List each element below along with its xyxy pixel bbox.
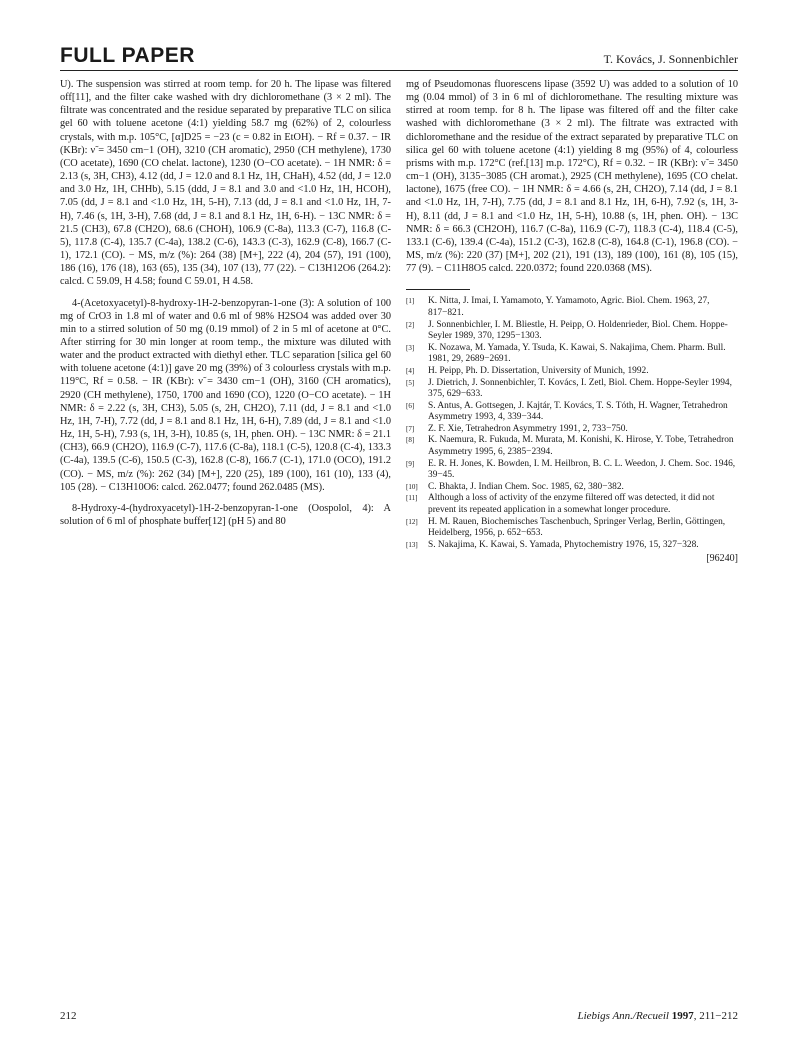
reference-number: [10] — [406, 482, 418, 491]
reference-number: [12] — [406, 517, 418, 526]
left-column — [60, 78, 391, 536]
reference-number: [13] — [406, 540, 418, 549]
reference-item — [406, 401, 738, 424]
section-title: FULL PAPER — [60, 44, 195, 67]
reference-text: H. Peipp, Ph. D. Dissertation, University of Munich, 1992. — [428, 365, 649, 376]
reference-number: [4] — [406, 366, 415, 375]
reference-text: H. M. Rauen, Biochemisches Taschenbuch, Springer Verlag, Berlin, Göttingen, Heidelberg, 1956, p. 652−653. — [428, 516, 726, 539]
journal-citation — [578, 1010, 739, 1022]
reference-list — [406, 296, 738, 565]
reference-item — [406, 320, 738, 343]
references-divider — [406, 289, 470, 290]
journal-year: 1997 — [671, 1010, 694, 1022]
reference-text: E. R. H. Jones, K. Bowden, I. M. Heilbron, B. C. L. Weedon, J. Chem. Soc. 1946, 39−45. — [428, 458, 736, 481]
reference-number: [3] — [406, 343, 415, 352]
reference-number: [9] — [406, 459, 415, 468]
reference-item — [406, 424, 738, 436]
journal-name: Liebigs Ann./Recueil — [577, 1010, 669, 1022]
paragraph-compound-4-start: 8-Hydroxy-4-(hydroxyacetyl)-1H-2-benzopyran-1-one (Oospolol, 4): A solution of 6 ml of phosphate buffer[12] (pH 5) and 80 — [60, 502, 391, 527]
reference-text: K. Naemura, R. Fukuda, M. Murata, M. Konishi, K. Hirose, Y. Tobe, Tetrahedron Asymmetry 1995, 6, 2385−2394. — [428, 435, 734, 458]
reference-item — [406, 493, 738, 516]
reference-item — [406, 366, 738, 378]
paragraph-compound-4-cont: mg of Pseudomonas fluorescens lipase (3592 U) was added to a solution of 10 mg (0.04 mmol) of 3 in 6 ml of dichloromethane. The resulting mixture was stirred at room temp. for 8 h. The lipase was filtered off and the filter cake washed with dichloromethane (3 × 2 ml). The filtrate was extracted with dichloromethane and the residue of the extract separated by preparative TLC on silica gel 60 with toluene acetone (4:1) yielding 8 mg (95%) of 4, colourless prisms with m.p. 172°C (ref.[13] m.p. 172°C), Rf = 0.32. − IR (KBr): ν̃ = 3450 cm−1 (OH), 3135−3085 (CH aromat.), 2925 (CH methylene), 1695 (CO chelat. lactone), 1675 (free CO). − 1H NMR: δ = 4.66 (s, 2H, CH2O), 7.14 (dd, J = 8.1 and <1.0 Hz, 1H, 7-H), 7.75 (dd, J = 8.1 and 8.1 Hz, 1H, 6-H), 7.92 (s, 1H, 3-H), 8.11 (dd, J = 8.1 and <1.0 Hz, 1H, 5-H), 10.88 (s, 1H, phen. OH). − 13C NMR: δ = 66.3 (CH2OH), 116.7 (C-8a), 116.9 (C-7), 118.3 (C-4), 118.4 (C-5), 133.1 (C-6), 139.4 (C-4a), 151.2 (C-3), 162.8 (C-8), 164.8 (C-1), 196.8 (CO). − MS, m/z (%): 220 (37) [M+], 202 (21), 191 (13), 189 (100), 161 (8), 105 (15), 77 (9). − C11H8O5 calcd. 220.0372; found 220.0368 (MS). — [406, 79, 738, 275]
reference-text: Z. F. Xie, Tetrahedron Asymmetry 1991, 2, 733−750. — [428, 423, 628, 434]
reference-item — [406, 540, 738, 552]
reference-item — [406, 343, 738, 366]
reference-text: K. Nozawa, M. Yamada, Y. Tsuda, K. Kawai, S. Nakajima, Chem. Pharm. Bull. 1981, 29, 2689−2691. — [428, 342, 726, 365]
reference-text: J. Sonnenbichler, I. M. Bliestle, H. Peipp, O. Holdenrieder, Biol. Chem. Hoppe-Seyler 1989, 370, 1295−1303. — [428, 319, 728, 342]
running-head-authors: T. Kovács, J. Sonnenbichler — [603, 52, 738, 66]
reference-item — [406, 435, 738, 458]
reference-text: Although a loss of activity of the enzyme filtered off was detected, it did not prevent its repeated application in a somewhat longer procedure. — [428, 493, 715, 516]
reference-text: C. Bhakta, J. Indian Chem. Soc. 1985, 62, 380−382. — [428, 481, 624, 492]
reference-number: [5] — [406, 378, 415, 387]
reference-text: S. Nakajima, K. Kawai, S. Yamada, Phytochemistry 1976, 15, 327−328. — [428, 539, 699, 550]
page-footer — [60, 1010, 738, 1026]
paragraph-compound-2: U). The suspension was stirred at room temp. for 20 h. The lipase was filtered off[11], and the filter cake washed with dry dichloromethane (3 × 2 ml). The filtrate was concentrated and the residue separated by preparative TLC on silica gel 60 with toluene acetone (4:1) yielding 58.7 mg (62%) of 2, colourless crystals, with m.p. 105°C, [α]D25 = −23 (c = 0.82 in EtOH). − Rf = 0.37. − IR (KBr): ν̃ = 3450 cm−1 (OH), 3210 (CH aromatic), 2950 (CH methylene), 1730 (CO acetate), 1690 (CO chelat. lactone), 1230 (O−CO acetate). − 1H NMR: δ = 2.13 (s, 3H, CH3), 4.12 (dd, J = 12.0 and 8.1 Hz, 1H, CHaH), 4.52 (dd, J = 12.0 and 3.0 Hz, 1H, CHHb), 5.15 (ddd, J = 8.1 and 3.0 and <1.0 Hz, 1H, HCOH), 7.05 (dd, J = 8.1 and <1.0 Hz, 1H, 5-H), 7.13 (dd, J = 8.1 and <1.0 Hz, 1H, 7-H), 7.46 (s, 1H, 3-H), 7.68 (dd, J = 8.1 and 8.1 Hz, 1H, 6-H). − 13C NMR: δ = 21.5 (CH3), 67.8 (CH2O), 68.6 (CHOH), 106.9 (C-8a), 113.3 (C-7), 116.8 (C-5), 117.8 (C-4), 135.7 (C-4a), 138.2 (C-6), 143.3 (C-3), 162.9 (C-8), 166.7 (C-1), 172.1 (CO). − MS, m/z (%): 264 (38) [M+], 222 (4), 204 (57), 191 (100), 186 (16), 176 (18), 163 (65), 135 (34), 107 (13), 77 (22). − C13H12O6 (264.2): calcd. C 59.09, H 4.58; found C 59.01, H 4.58. — [60, 79, 391, 288]
reference-item — [406, 459, 738, 482]
reference-number: [6] — [406, 401, 415, 410]
page-number: 212 — [60, 1010, 77, 1022]
reference-text: J. Dietrich, J. Sonnenbichler, T. Kovács, I. Zetl, Biol. Chem. Hoppe-Seyler 1994, 375, 629−633. — [428, 377, 732, 400]
page-header — [60, 44, 738, 71]
reference-text: S. Antus, A. Gottsegen, J. Kajtár, T. Kovács, T. S. Tóth, H. Wagner, Tetrahedron Asymmetry 1993, 4, 339−344. — [428, 400, 728, 423]
reference-number: [8] — [406, 436, 415, 445]
reference-text: K. Nitta, J. Imai, I. Yamamoto, Y. Yamamoto, Agric. Biol. Chem. 1963, 27, 817−821. — [428, 296, 710, 318]
reference-item — [406, 296, 738, 319]
reference-item — [406, 517, 738, 540]
reference-item — [406, 378, 738, 401]
right-column — [406, 78, 738, 565]
reference-number: [2] — [406, 320, 415, 329]
reference-item — [406, 482, 738, 494]
paragraph-compound-3: 4-(Acetoxyacetyl)-8-hydroxy-1H-2-benzopyran-1-one (3): A solution of 100 mg of CrO3 in 1.8 ml of water and 0.6 ml of 98% H2SO4 was added over 30 min to a stirred solution of 50 mg (0.19 mmol) of 2 in 5 ml of acetone at 0°C. After stirring for 30 min longer at room temp., the mixture was diluted with water and the product extracted with diethyl ether. TLC separation [silica gel 60 with toluene acetone (4:1)] gave 20 mg (39%) of 3 colourless crystals with m.p. 119°C, Rf = 0.58. − IR (KBr): ν̃ = 3430 cm−1 (OH), 3160 (CH aromatics), 2920 (CH methylene), 1750, 1700 and 1690 (CO), 1220 (O−CO acetate). − 1H NMR: δ = 2.22 (s, 3H, CH3), 5.05 (s, 2H, CH2O), 7.11 (dd, J = 8.1 and <1.0 Hz, 1H, 7-H), 7.72 (dd, J = 8.1 and 8.1 Hz, 1H, 6-H), 7.89 (dd, J = 8.1 and <1.0 Hz, 1H, 5-H), 7.93 (s, 1H, 3-H), 10.85 (s, 1H, phen. OH). − 13C NMR: δ = 21.1 (CH3), 66.9 (CH2O), 116.9 (C-7), 117.6 (C-8a), 118.1 (C-5), 120.8 (C-4), 133.3 (C-4a), 139.5 (C-6), 150.5 (C-3), 162.8 (C-8), 166.7 (C-1), 171.0 (OCO), 191.2 (CO). − MS, m/z (%): 262 (34) [M+], 220 (25), 189 (100), 161 (10), 133 (4), 105 (28). − C13H10O6: calcd. 262.0477; found 262.0485 (MS). — [60, 297, 391, 493]
reference-number: [1] — [406, 297, 415, 306]
journal-pages: , 211−212 — [693, 1010, 738, 1022]
reference-number: [11] — [406, 494, 418, 503]
manuscript-code: [96240] — [706, 553, 738, 565]
reference-number: [7] — [406, 424, 415, 433]
